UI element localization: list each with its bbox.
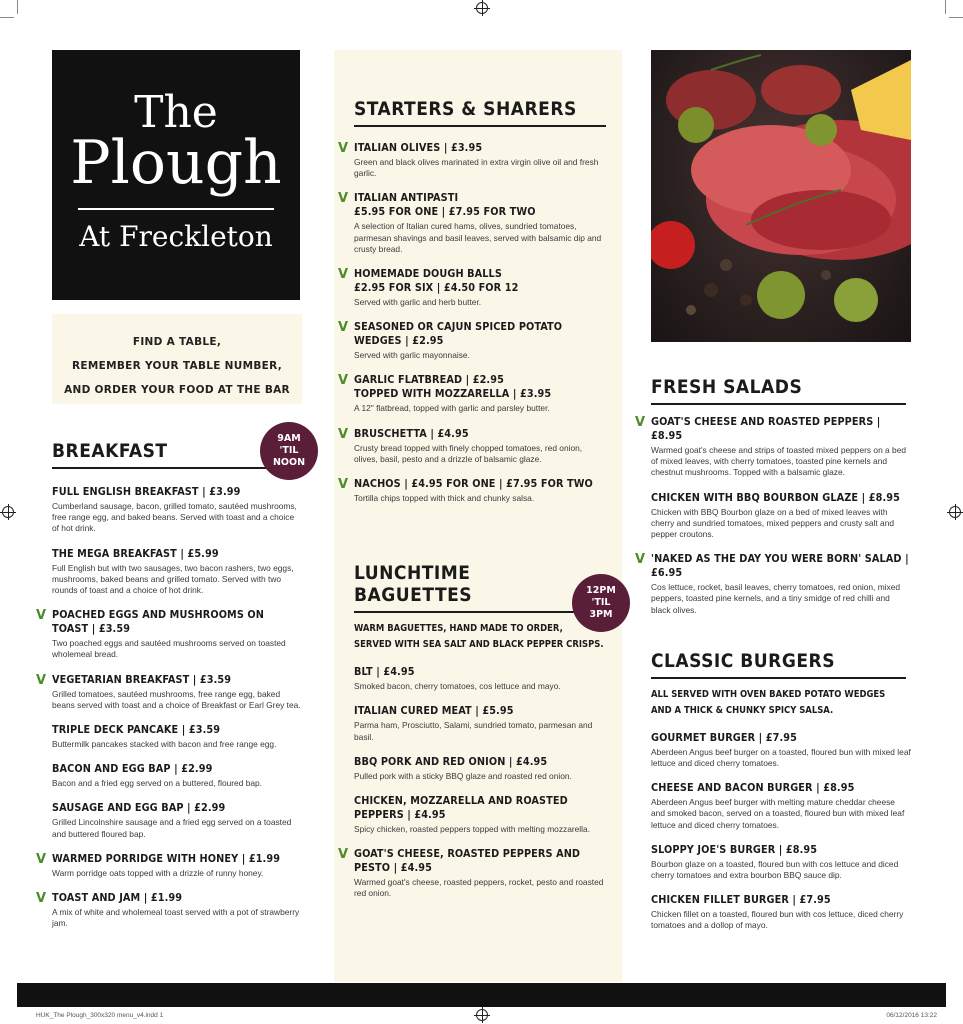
salads-header [651, 376, 906, 405]
menu-item [635, 415, 911, 479]
menu-item-description: Bourbon glaze on a toasted, floured bun with cos lettuce and diced cherry tomatoes and extra bourbon BBQ sauce dip. [651, 858, 899, 881]
menu-item [354, 755, 606, 782]
menu-item [354, 665, 606, 692]
breakfast-title: BREAKFAST [52, 440, 272, 469]
menu-item [651, 781, 911, 831]
lunch-header [354, 562, 576, 613]
menu-item [52, 485, 302, 535]
right-column [635, 50, 911, 944]
menu-item-description: Chicken with BBQ Bourbon glaze on a bed of mixed leaves with cherry and sundried tomatoes, mixed peppers and crusty salt and pepper croutons. [651, 506, 895, 540]
menu-item [338, 373, 606, 414]
intro-line: AND A THICK & CHUNKY SPICY SALSA. [651, 704, 834, 716]
vegetarian-icon: V [338, 267, 349, 283]
vegetarian-icon: V [338, 141, 349, 156]
breakfast-header [52, 440, 272, 469]
menu-item-description: Aberdeen Angus beef burger on a toasted, floured bun with mixed leaf lettuce and diced cherry tomatoes. [651, 746, 911, 769]
menu-item-name: ITALIAN CURED MEAT | £5.95 [354, 704, 514, 718]
vegetarian-icon: V [635, 552, 646, 568]
badge-line: 12PM [586, 585, 616, 596]
menu-item-description: Grilled tomatoes, sautéed mushrooms, free range egg, baked beans served with toast and a choice of Breakfast or Earl Grey tea. [52, 688, 301, 710]
menu-item-description: Warmed goat's cheese, roasted peppers, rocket, pesto and roasted red onion. [354, 877, 604, 899]
vegetarian-icon: V [36, 891, 47, 907]
burgers-title: CLASSIC BURGERS [651, 650, 906, 679]
logo-line-3: At Freckleton [79, 220, 273, 253]
menu-item-name: GOURMET BURGER | £7.95 [651, 730, 797, 744]
menu-item-description: Aberdeen Angus beef burger with melting mature cheddar cheese and smoked bacon, served on a toasted, floured bun with mixed leaf lettuce and diced cherry tomatoes. [651, 797, 905, 830]
burgers-list [651, 731, 911, 932]
badge-line: 3PM [589, 609, 613, 620]
menu-item [354, 704, 606, 742]
left-column [36, 50, 306, 941]
menu-item-name: CHICKEN WITH BBQ BOURBON GLAZE | £8.95 [651, 490, 900, 504]
menu-item [52, 547, 302, 597]
menu-item [338, 847, 606, 899]
vegetarian-icon: V [338, 373, 349, 389]
logo-divider [78, 208, 274, 210]
menu-item-description: Warmed goat's cheese and strips of toasted mixed peppers on a bed of mixed leaves, with cherry tomatoes, toasted pine kernels and chestnut mushrooms. Topped with a balsamic glaze. [651, 445, 907, 478]
badge-line: NOON [272, 457, 306, 468]
menu-item [651, 893, 911, 931]
lunch-intro [354, 621, 606, 653]
crop-mark [949, 17, 963, 18]
badge-line: 9AM [277, 433, 301, 444]
find-table-line: FIND A TABLE, [132, 336, 222, 348]
menu-item-name: GOAT'S CHEESE, ROASTED PEPPERS AND PESTO | £4.95 [354, 847, 581, 875]
menu-item-name: GARLIC FLATBREAD | £2.95 TOPPED WITH MOZZARELLA | £3.95 [354, 373, 552, 401]
find-table-line: AND ORDER YOUR FOOD AT THE BAR [64, 384, 290, 396]
vegetarian-icon: V [338, 847, 349, 863]
menu-item [52, 801, 302, 839]
middle-column [334, 50, 622, 982]
starters-title: STARTERS & SHARERS [354, 98, 606, 127]
registration-mark-left [2, 506, 14, 518]
menu-item [635, 552, 911, 616]
burgers-intro [651, 687, 911, 719]
menu-item-name: BRUSCHETTA | £4.95 [354, 426, 469, 440]
registration-mark-top [476, 2, 488, 14]
bottom-bar [17, 983, 946, 1007]
menu-item [651, 843, 911, 881]
menu-item-description: Tortilla chips topped with thick and chunky salsa. [354, 493, 535, 504]
menu-item-description: A 12" flatbread, topped with garlic and parsley butter. [354, 403, 550, 414]
menu-item-name: THE MEGA BREAKFAST | £5.99 [52, 546, 219, 560]
menu-item [338, 191, 606, 255]
menu-item-description: Parma ham, Prosciutto, Salami, sundried tomato, parmesan and basil. [354, 720, 593, 742]
menu-item-description: A selection of Italian cured hams, olives, sundried tomatoes, parmesan shavings and basil leaves, served with balsamic dip and crusty bread. [354, 221, 602, 254]
menu-item [338, 141, 606, 179]
menu-item-description: Cumberland sausage, bacon, grilled tomato, sautéed mushrooms, free range egg, and baked beans. Served with toast and a choice of hot drink. [52, 501, 297, 534]
menu-item-name: SAUSAGE AND EGG BAP | £2.99 [52, 801, 226, 815]
intro-line: SERVED WITH SEA SALT AND BLACK PEPPER CRISPS. [354, 639, 604, 651]
lunch-title: LUNCHTIME BAGUETTES [354, 562, 576, 613]
vegetarian-icon: V [36, 608, 47, 624]
burgers-header [651, 650, 906, 679]
menu-item-description: Warm porridge oats topped with a drizzle of runny honey. [52, 867, 264, 878]
menu-item-description: Two poached eggs and sautéed mushrooms served on toasted wholemeal bread. [52, 638, 286, 660]
menu-item [36, 672, 302, 711]
menu-item-name: TRIPLE DECK PANCAKE | £3.59 [52, 723, 221, 737]
intro-line: ALL SERVED WITH OVEN BAKED POTATO WEDGES [651, 688, 886, 700]
vegetarian-icon: V [635, 415, 646, 430]
vegetarian-icon: V [338, 320, 349, 336]
menu-item-name: ITALIAN OLIVES | £3.95 [354, 141, 483, 154]
menu-item-name: VEGETARIAN BREAKFAST | £3.59 [52, 672, 232, 686]
crop-mark [17, 0, 18, 14]
breakfast-list [36, 485, 302, 929]
badge-line: 'TIL [591, 597, 611, 608]
registration-mark-bottom [476, 1009, 488, 1021]
menu-item-description: Full English but with two sausages, two bacon rashers, two eggs, mushrooms, baked beans and grilled tomato. Served with two rounds of toast and a choice of hot drink. [52, 562, 294, 596]
menu-item-name: BLT | £4.95 [354, 665, 415, 679]
menu-item-name: CHEESE AND BACON BURGER | £8.95 [651, 781, 855, 795]
menu-item [338, 426, 606, 465]
menu-item-description: Green and black olives marinated in extra virgin olive oil and fresh garlic. [354, 157, 599, 179]
starters-list [338, 141, 606, 504]
menu-item-description: Cos lettuce, rocket, basil leaves, cherry tomatoes, red onion, mixed peppers, toasted pine kernels, and a tiny smidge of red chilli and black olives. [651, 582, 901, 615]
menu-item-name: GOAT'S CHEESE AND ROASTED PEPPERS | £8.95 [651, 415, 881, 442]
menu-item [354, 794, 606, 835]
find-table-line: REMEMBER YOUR TABLE NUMBER, [72, 360, 282, 372]
crop-mark [0, 17, 14, 18]
vegetarian-icon: V [36, 672, 47, 688]
menu-item-description: Smoked bacon, cherry tomatoes, cos lettuce and mayo. [354, 681, 561, 692]
menu-item-name: CHICKEN FILLET BURGER | £7.95 [651, 893, 831, 907]
menu-item-name: TOAST AND JAM | £1.99 [52, 891, 183, 905]
badge-line: 'TIL [279, 445, 299, 456]
menu-item-description: Served with garlic and herb butter. [354, 297, 482, 308]
menu-item [52, 762, 302, 789]
menu-item [36, 891, 302, 929]
salads-title: FRESH SALADS [651, 376, 906, 405]
menu-item-name: NACHOS | £4.95 FOR ONE | £7.95 FOR TWO [354, 477, 593, 491]
menu-item-name: BBQ PORK AND RED ONION | £4.95 [354, 754, 548, 768]
menu-item-description: Crusty bread topped with finely chopped tomatoes, red onion, olives, basil, pesto and a drizzle of balsamic glaze. [354, 442, 583, 464]
lunch-list [338, 665, 606, 899]
antipasti-photo [651, 50, 911, 342]
menu-item-name: SEASONED OR CAJUN SPICED POTATO WEDGES | £2.95 [354, 320, 563, 348]
menu-item-description: Buttermilk pancakes stacked with bacon and free range egg. [52, 739, 277, 750]
vegetarian-icon: V [338, 477, 349, 493]
salads-list [635, 415, 911, 616]
menu-item-name: FULL ENGLISH BREAKFAST | £3.99 [52, 485, 241, 498]
vegetarian-icon: V [338, 426, 349, 442]
menu-item-name: ITALIAN ANTIPASTI £5.95 FOR ONE | £7.95 FOR TWO [354, 191, 536, 219]
menu-item-name: 'NAKED AS THE DAY YOU WERE BORN' SALAD | £6.95 [651, 552, 909, 580]
vegetarian-icon: V [36, 851, 47, 867]
menu-item-description: Served with garlic mayonnaise. [354, 350, 470, 361]
menu-item [651, 731, 911, 769]
menu-item-description: Pulled pork with a sticky BBQ glaze and roasted red onion. [354, 770, 572, 781]
menu-item [338, 477, 606, 504]
menu-item-description: Chicken fillet on a toasted, floured bun with cos lettuce, diced cherry tomatoes and a dollop of mayo. [651, 909, 904, 931]
breakfast-hours-badge [260, 422, 318, 480]
menu-item-name: HOMEMADE DOUGH BALLS £2.95 FOR SIX | £4.50 FOR 12 [354, 267, 519, 295]
logo-line-1: The [134, 87, 218, 138]
menu-item-description: Spicy chicken, roasted peppers topped with melting mozzarella. [354, 824, 591, 835]
starters-header [354, 98, 606, 127]
menu-item [36, 608, 302, 660]
menu-item-description: A mix of white and wholemeal toast served with a pot of strawberry jam. [52, 907, 300, 929]
menu-item-name: SLOPPY JOE'S BURGER | £8.95 [651, 842, 818, 856]
menu-item [338, 320, 606, 361]
antipasti-illustration [651, 50, 911, 342]
menu-item-name: CHICKEN, MOZZARELLA AND ROASTED PEPPERS | £4.95 [354, 794, 568, 822]
print-slug-file: HUK_The Plough_300x320 menu_v4.indd 1 [36, 1012, 164, 1019]
menu-item-name: POACHED EGGS AND MUSHROOMS ON TOAST | £3.59 [52, 608, 264, 636]
logo [52, 50, 300, 300]
menu-item-description: Bacon and a fried egg served on a buttered, floured bap. [52, 778, 262, 789]
find-table-notice [52, 314, 302, 404]
registration-mark-right [949, 506, 961, 518]
vegetarian-icon: V [338, 191, 349, 207]
logo-line-2: Plough [70, 128, 282, 198]
menu-item [36, 851, 302, 879]
print-slug-date: 06/12/2016 13:22 [886, 1012, 937, 1019]
menu-item-name: WARMED PORRIDGE WITH HONEY | £1.99 [52, 851, 281, 865]
menu-item-name: BACON AND EGG BAP | £2.99 [52, 762, 213, 776]
menu-item [338, 267, 606, 308]
intro-line: WARM BAGUETTES, HAND MADE TO ORDER, [354, 623, 563, 635]
crop-mark [945, 0, 946, 14]
menu-item-description: Grilled Lincolnshire sausage and a fried egg served on a toasted and buttered floured bap. [52, 817, 292, 839]
menu-item [52, 723, 302, 750]
lunch-hours-badge [572, 574, 630, 632]
menu-item [651, 491, 911, 541]
